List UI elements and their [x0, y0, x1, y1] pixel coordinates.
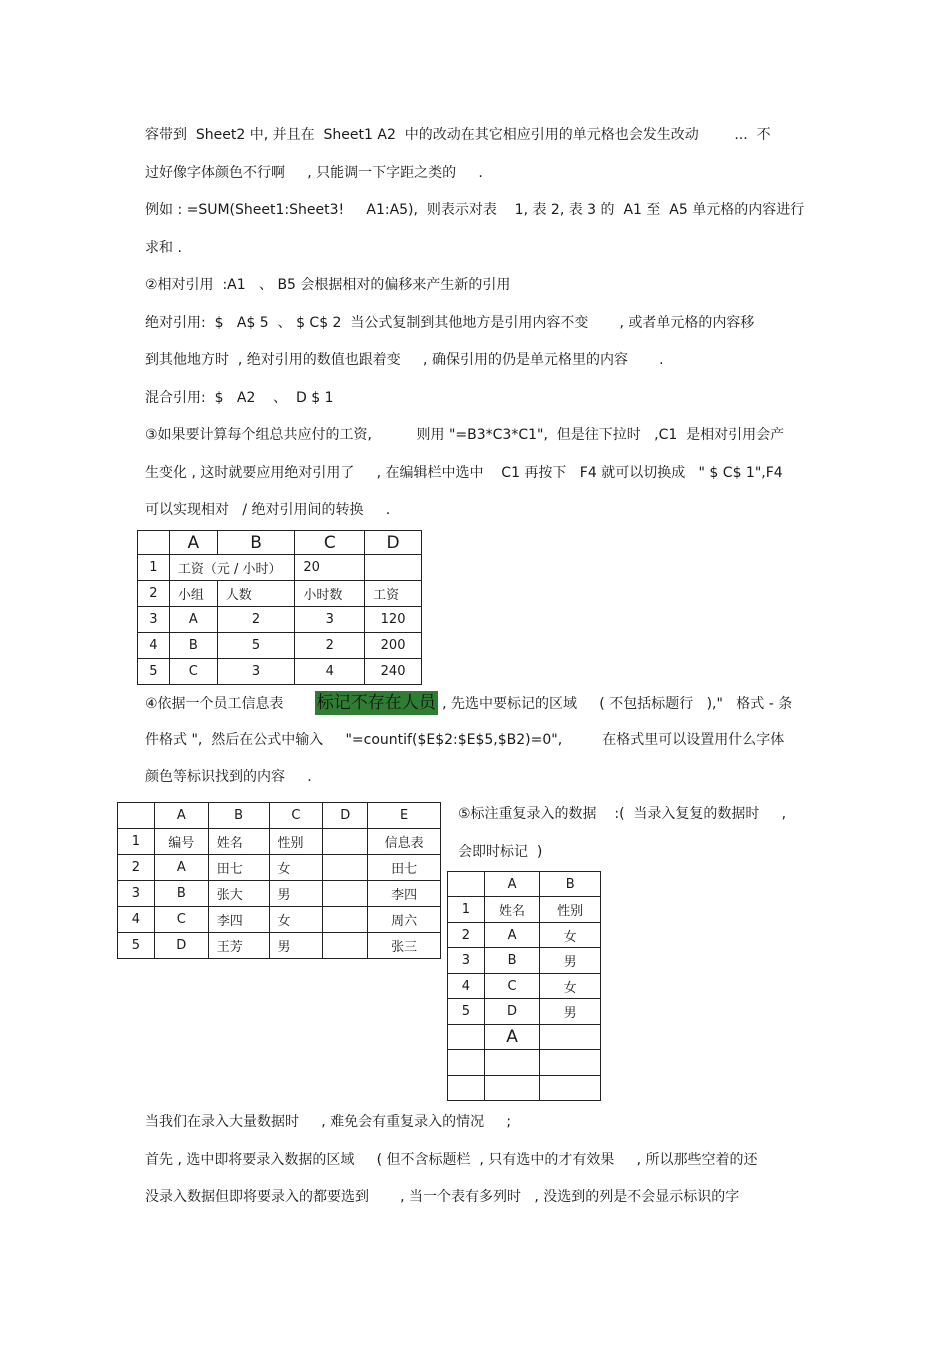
text-line: 首先 , 选中即将要录入数据的区域 ( 但不含标题栏 , 只有选中的才有效果 , 所以那些空着的还 — [145, 1152, 758, 1168]
table-row — [448, 1076, 601, 1101]
table-cell: 张三 — [368, 933, 441, 959]
table-row — [448, 923, 601, 948]
table-row — [138, 659, 422, 685]
text-line: 颜色等标识找到的内容 . — [145, 769, 312, 785]
header-cell: A — [169, 531, 217, 555]
table-cell: 姓名 — [208, 829, 269, 855]
text-line: ⑤标注重复录入的数据 :( 当录入复复的数据时 , — [458, 806, 787, 822]
table-cell — [484, 1076, 540, 1101]
table-cell: 女 — [269, 855, 323, 881]
table-cell: C — [169, 659, 217, 685]
table-row — [118, 829, 441, 855]
table-cell: A — [169, 607, 217, 633]
row-number — [448, 1050, 485, 1076]
wage-table — [137, 530, 422, 685]
text-line: 容带到 Sheet2 中, 并且在 Sheet1 A2 中的改动在其它相应引用的单元格也会发生改动 ... 不 — [145, 127, 771, 143]
table-cell: 性别 — [540, 897, 601, 923]
header-cell: B — [217, 531, 295, 555]
table-cell: 性别 — [269, 829, 323, 855]
row-number — [448, 1076, 485, 1101]
row-number: 5 — [448, 999, 485, 1025]
table-cell: 3 — [217, 659, 295, 685]
header-cell: B — [208, 803, 269, 829]
table-cell: 女 — [269, 907, 323, 933]
table-cell — [323, 829, 368, 855]
text-line: 混合引用: $ A2 、 D $ 1 — [145, 390, 334, 406]
table-cell: 男 — [269, 881, 323, 907]
table-cell: 工资（元 / 小时） — [169, 555, 295, 581]
table-cell: 4 — [295, 659, 365, 685]
text-segment: , 先选中要标记的区域 ( 不包括标题行 )," 格式 - 条 — [437, 696, 793, 712]
row-number: 3 — [138, 607, 170, 633]
table-cell — [540, 1025, 601, 1050]
row-number: 4 — [138, 633, 170, 659]
header-cell: E — [368, 803, 441, 829]
table-cell: 田七 — [208, 855, 269, 881]
table-row — [448, 1025, 601, 1050]
table-row — [118, 881, 441, 907]
table-row — [448, 999, 601, 1025]
table-cell: A — [154, 855, 208, 881]
table-row — [118, 907, 441, 933]
table-cell: B — [154, 881, 208, 907]
table-cell: 200 — [365, 633, 422, 659]
table-cell: D — [484, 999, 540, 1025]
table-row — [138, 581, 422, 607]
table-cell — [323, 881, 368, 907]
text-line — [145, 694, 792, 713]
table-cell: C — [154, 907, 208, 933]
table-cell — [540, 1076, 601, 1101]
row-number: 4 — [118, 907, 155, 933]
table-cell: 人数 — [217, 581, 295, 607]
header-cell: B — [540, 872, 601, 897]
row-number: 5 — [138, 659, 170, 685]
text-line: 求和 . — [145, 240, 182, 256]
text-line: 绝对引用: $ A$ 5 、 $ C$ 2 当公式复制到其他地方是引用内容不变 , 或者单元格的内容移 — [145, 315, 755, 331]
table-cell — [323, 855, 368, 881]
table-cell: 王芳 — [208, 933, 269, 959]
header-cell — [118, 803, 155, 829]
table-cell: 信息表 — [368, 829, 441, 855]
table-row — [448, 974, 601, 999]
table-row — [448, 948, 601, 974]
text-line: 件格式 ", 然后在公式中输入 "=countif($E$2:$E$5,$B2)=0", 在格式里可以设置用什么字体 — [145, 732, 785, 748]
text-line: 当我们在录入大量数据时 , 难免会有重复录入的情况 ; — [145, 1114, 512, 1130]
row-number: 2 — [138, 581, 170, 607]
table-cell: 张大 — [208, 881, 269, 907]
header-cell: C — [295, 531, 365, 555]
row-number: 4 — [448, 974, 485, 999]
text-line: ③如果要计算每个组总共应付的工资, 则用 "=B3*C3*C1", 但是往下拉时 ,C1 是相对引用会产 — [145, 427, 785, 443]
table-cell: 编号 — [154, 829, 208, 855]
table-cell: 李四 — [368, 881, 441, 907]
row-number: 5 — [118, 933, 155, 959]
table-cell — [323, 933, 368, 959]
row-number: 2 — [118, 855, 155, 881]
row-number — [448, 1025, 485, 1050]
table-cell: 男 — [540, 999, 601, 1025]
table-cell: 男 — [540, 948, 601, 974]
row-number: 2 — [448, 923, 485, 948]
table-cell: 周六 — [368, 907, 441, 933]
text-line: 可以实现相对 / 绝对引用间的转换 . — [145, 502, 391, 518]
table-row — [118, 933, 441, 959]
table-cell: 工资 — [365, 581, 422, 607]
header-cell — [138, 531, 170, 555]
header-cell: C — [269, 803, 323, 829]
table-cell: 男 — [269, 933, 323, 959]
row-number: 3 — [448, 948, 485, 974]
table-cell: A — [484, 1025, 540, 1050]
text-line: 例如 : =SUM(Sheet1:Sheet3! A1:A5), 则表示对表 1, 表 2, 表 3 的 A1 至 A5 单元格的内容进行 — [145, 202, 805, 218]
table-cell: 李四 — [208, 907, 269, 933]
table-cell: A — [484, 923, 540, 948]
table-cell: 240 — [365, 659, 422, 685]
table-cell: 2 — [295, 633, 365, 659]
table-row — [138, 555, 422, 581]
table-cell: 女 — [540, 923, 601, 948]
row-number: 3 — [118, 881, 155, 907]
table-cell: C — [484, 974, 540, 999]
table-row — [118, 855, 441, 881]
table-cell — [323, 907, 368, 933]
row-number: 1 — [118, 829, 155, 855]
row-number: 1 — [138, 555, 170, 581]
highlighted-text: 标记不存在人员 — [316, 693, 436, 713]
table-cell: B — [484, 948, 540, 974]
table-cell: 田七 — [368, 855, 441, 881]
header-cell: D — [365, 531, 422, 555]
table-cell: 小时数 — [295, 581, 365, 607]
header-cell — [448, 872, 485, 897]
text-line: 没录入数据但即将要录入的都要选到 , 当一个表有多列时 , 没选到的列是不会显示标识的字 — [145, 1189, 740, 1205]
table-cell: 2 — [217, 607, 295, 633]
table-cell: 5 — [217, 633, 295, 659]
table-cell: B — [169, 633, 217, 659]
table-cell: 小组 — [169, 581, 217, 607]
text-line: 会即时标记 ) — [458, 844, 543, 860]
text-line: 过好像字体颜色不行啊 , 只能调一下字距之类的 . — [145, 165, 483, 181]
row-number: 1 — [448, 897, 485, 923]
employee-table — [117, 802, 441, 959]
header-cell: A — [484, 872, 540, 897]
header-cell: A — [154, 803, 208, 829]
table-cell: 120 — [365, 607, 422, 633]
table-cell: 20 — [295, 555, 365, 581]
table-row — [448, 1050, 601, 1076]
header-cell: D — [323, 803, 368, 829]
table-cell: D — [154, 933, 208, 959]
table-cell: 姓名 — [484, 897, 540, 923]
table-row — [448, 897, 601, 923]
table-cell: 女 — [540, 974, 601, 999]
text-line: ②相对引用 :A1 、 B5 会根据相对的偏移来产生新的引用 — [145, 277, 511, 293]
text-segment: ④依据一个员工信息表 — [145, 696, 315, 712]
text-line: 生变化 , 这时就要应用绝对引用了 , 在编辑栏中选中 C1 再按下 F4 就可以切换成 " $ C$ 1",F4 — [145, 465, 783, 481]
text-line: 到其他地方时 , 绝对引用的数值也跟着变 , 确保引用的仍是单元格里的内容 . — [145, 352, 664, 368]
table-row — [138, 607, 422, 633]
table-cell — [484, 1050, 540, 1076]
table-cell — [540, 1050, 601, 1076]
table-cell: 3 — [295, 607, 365, 633]
duplicate-entry-table — [447, 871, 601, 1101]
table-row — [138, 633, 422, 659]
table-cell — [365, 555, 422, 581]
